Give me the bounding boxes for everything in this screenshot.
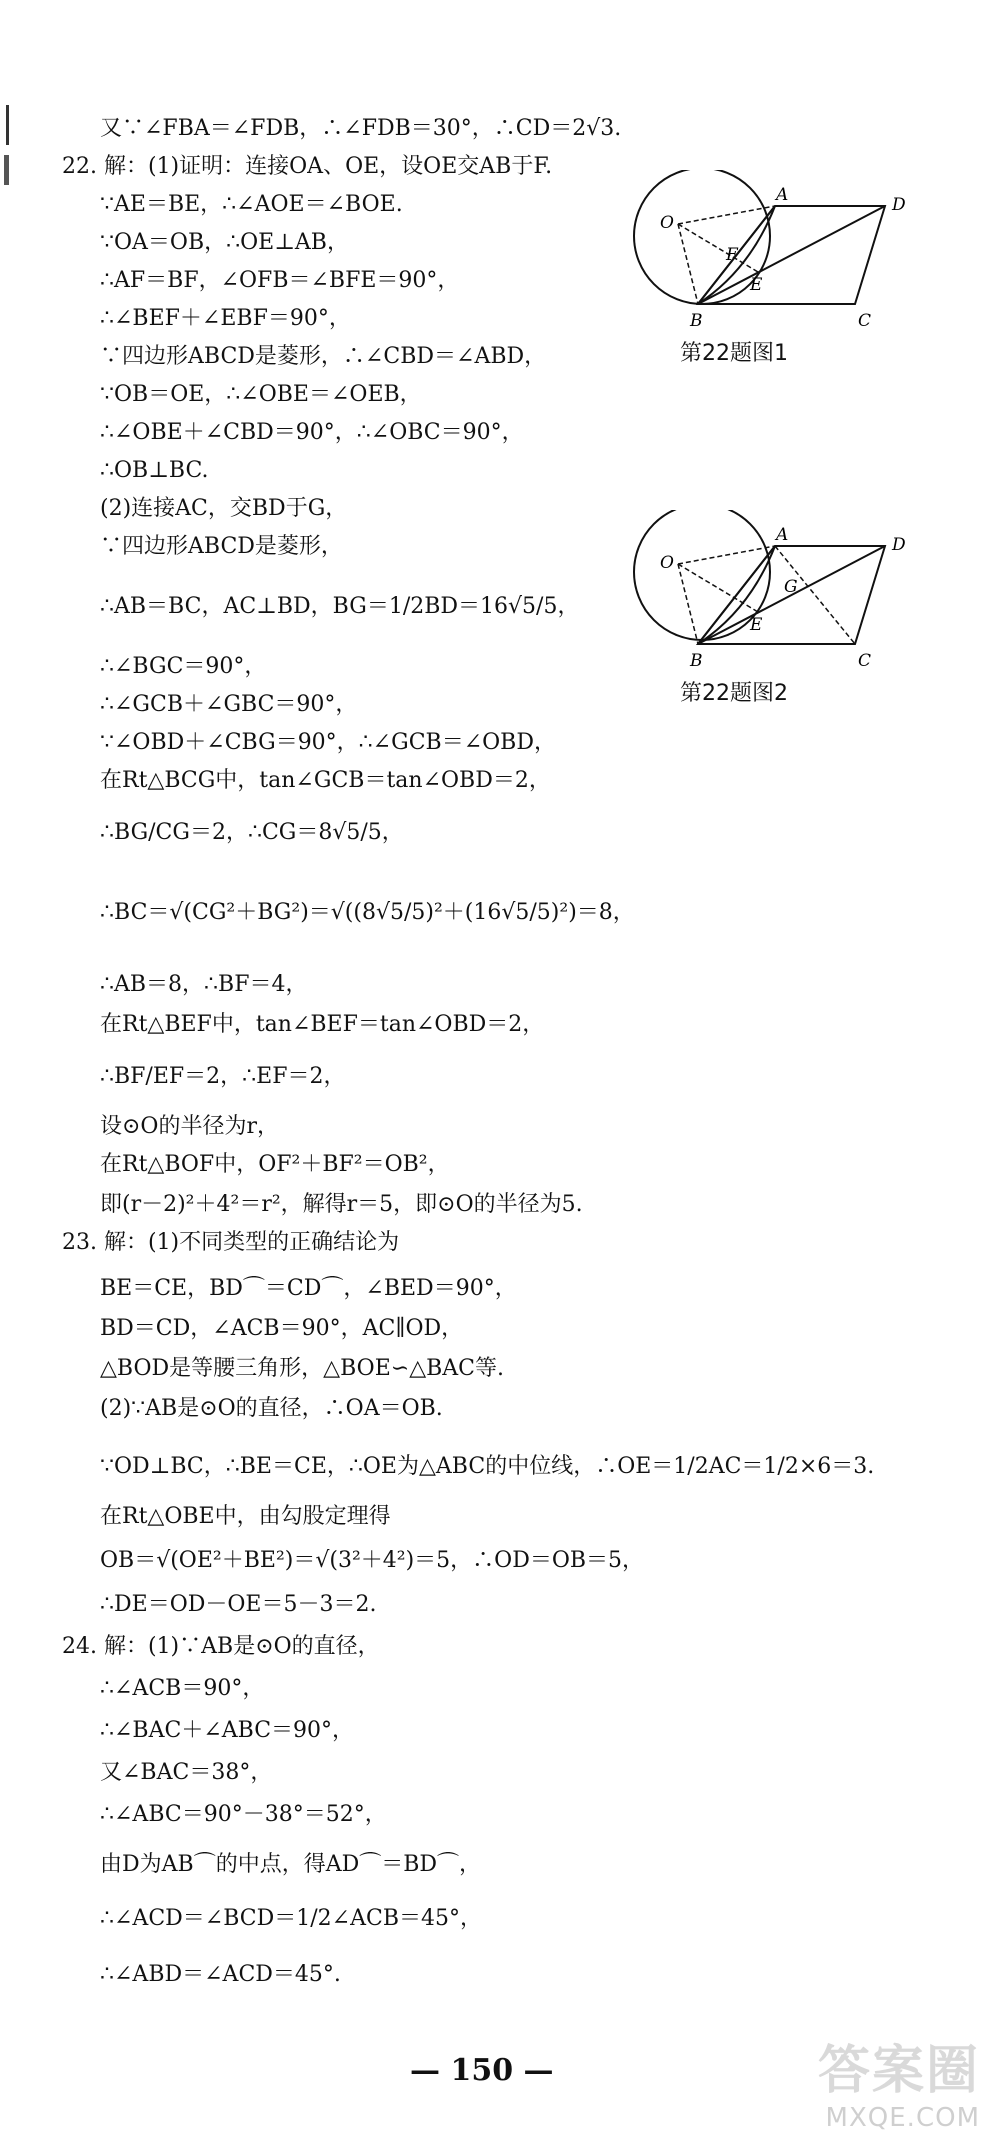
text-line: ∴AB＝BC，AC⊥BD，BG＝1/2BD＝16√5/5， [100, 594, 580, 619]
text-line: 在Rt△OBE中，由勾股定理得 [100, 1504, 391, 1529]
text-line: ∴∠ABD＝∠ACD＝45°. [100, 1962, 341, 1987]
text-line: ∴∠ACB＝90°， [100, 1676, 265, 1701]
page-number: — 150 — [410, 2053, 554, 2088]
text-line: (2)∵AB是⊙O的直径，∴OA＝OB. [100, 1396, 443, 1421]
figure-label: D [892, 195, 906, 215]
text-line: 由D为AB⌒的中点，得AD⌒＝BD⌒， [100, 1852, 482, 1877]
text-line: 即(r－2)²＋4²＝r²，解得r＝5，即⊙O的半径为5. [100, 1192, 583, 1217]
text-line: 又∠BAC＝38°， [100, 1760, 273, 1785]
text-line: BD＝CD，∠ACB＝90°，AC∥OD， [100, 1316, 464, 1341]
text-line: 22. 解：(1)证明：连接OA、OE，设OE交AB于F. [62, 154, 553, 179]
watermark-url: MXQE.COM [825, 2103, 980, 2133]
text-line: 又∵∠FBA＝∠FDB，∴∠FDB＝30°，∴CD＝2√3. [100, 116, 622, 141]
figure-label: D [892, 535, 906, 555]
text-line: 在Rt△BCG中，tan∠GCB＝tan∠OBD＝2， [100, 768, 551, 793]
text-line: ∴DE＝OD－OE＝5－3＝2. [100, 1592, 377, 1617]
figure-label: A [776, 525, 789, 545]
text-line: ∵四边形ABCD是菱形， [100, 534, 343, 559]
text-line: ∵OA＝OB，∴OE⊥AB， [100, 230, 349, 255]
figure-label: C [858, 311, 872, 330]
text-line: ∴AF＝BF，∠OFB＝∠BFE＝90°， [100, 268, 460, 293]
text-line: ∴OB⊥BC. [100, 458, 209, 483]
text-line: ∴BC＝√(CG²＋BG²)＝√((8√5/5)²＋(16√5/5)²)＝8， [100, 900, 635, 925]
figure-label: E [750, 615, 763, 635]
text-line: ∴∠OBE＋∠CBD＝90°，∴∠OBC＝90°， [100, 420, 524, 445]
geometry-figure-2 [630, 510, 930, 670]
figure-label: A [776, 185, 789, 205]
figure-label: O [660, 553, 674, 573]
figure-label: F [726, 245, 738, 265]
text-line: (2)连接AC，交BD于G， [100, 496, 348, 521]
figure-label: G [784, 577, 798, 597]
text-line: ∵∠OBD＋∠CBG＝90°，∴∠GCB＝∠OBD， [100, 730, 556, 755]
text-line: ∵AE＝BE，∴∠AOE＝∠BOE. [100, 192, 403, 217]
text-line: ∴∠GCB＋∠GBC＝90°， [100, 692, 358, 717]
text-line: ∵四边形ABCD是菱形，∴∠CBD＝∠ABD， [100, 344, 547, 369]
text-line: △BOD是等腰三角形，△BOE∽△BAC等. [100, 1356, 504, 1381]
text-line: ∵OD⊥BC，∴BE＝CE，∴OE为△ABC的中位线，∴OE＝1/2AC＝1/2×6＝3. [100, 1454, 875, 1479]
figure-label: B [690, 651, 703, 670]
figure-2-caption: 第22题图2 [680, 681, 788, 706]
text-line: BE＝CE，BD⌒＝CD⌒，∠BED＝90°， [100, 1276, 517, 1301]
text-line: ∴∠ACD＝∠BCD＝1/2∠ACB＝45°， [100, 1906, 482, 1931]
text-line: ∴AB＝8，∴BF＝4， [100, 972, 308, 997]
text-line: 设⊙O的半径为r， [100, 1114, 279, 1139]
text-line: OB＝√(OE²＋BE²)＝√(3²＋4²)＝5，∴OD＝OB＝5， [100, 1548, 645, 1573]
text-line: 在Rt△BOF中，OF²＋BF²＝OB²， [100, 1152, 450, 1177]
text-line: ∴∠BGC＝90°， [100, 654, 267, 679]
text-line: 23. 解：(1)不同类型的正确结论为 [62, 1230, 400, 1255]
figure-label: E [750, 275, 763, 295]
text-line: ∴BG/CG＝2，∴CG＝8√5/5， [100, 820, 404, 845]
figure-label: C [858, 651, 872, 670]
text-line: ∴∠BAC＋∠ABC＝90°， [100, 1718, 355, 1743]
figure-label: O [660, 213, 674, 233]
text-line: ∵OB＝OE，∴∠OBE＝∠OEB， [100, 382, 422, 407]
geometry-figure-1 [630, 170, 930, 330]
watermark [818, 2028, 980, 2133]
figure-1-caption: 第22题图1 [680, 341, 788, 366]
text-line: 在Rt△BEF中，tan∠BEF＝tan∠OBD＝2， [100, 1012, 545, 1037]
text-line: ∴BF/EF＝2，∴EF＝2， [100, 1064, 346, 1089]
watermark-main: 答案圈 [817, 2041, 980, 2101]
text-line: ∴∠ABC＝90°－38°＝52°， [100, 1802, 387, 1827]
figure-label: B [690, 311, 703, 330]
binding-margin-mark [0, 105, 18, 195]
text-line: ∴∠BEF＋∠EBF＝90°， [100, 306, 351, 331]
text-line: 24. 解：(1)∵AB是⊙O的直径， [62, 1634, 380, 1659]
